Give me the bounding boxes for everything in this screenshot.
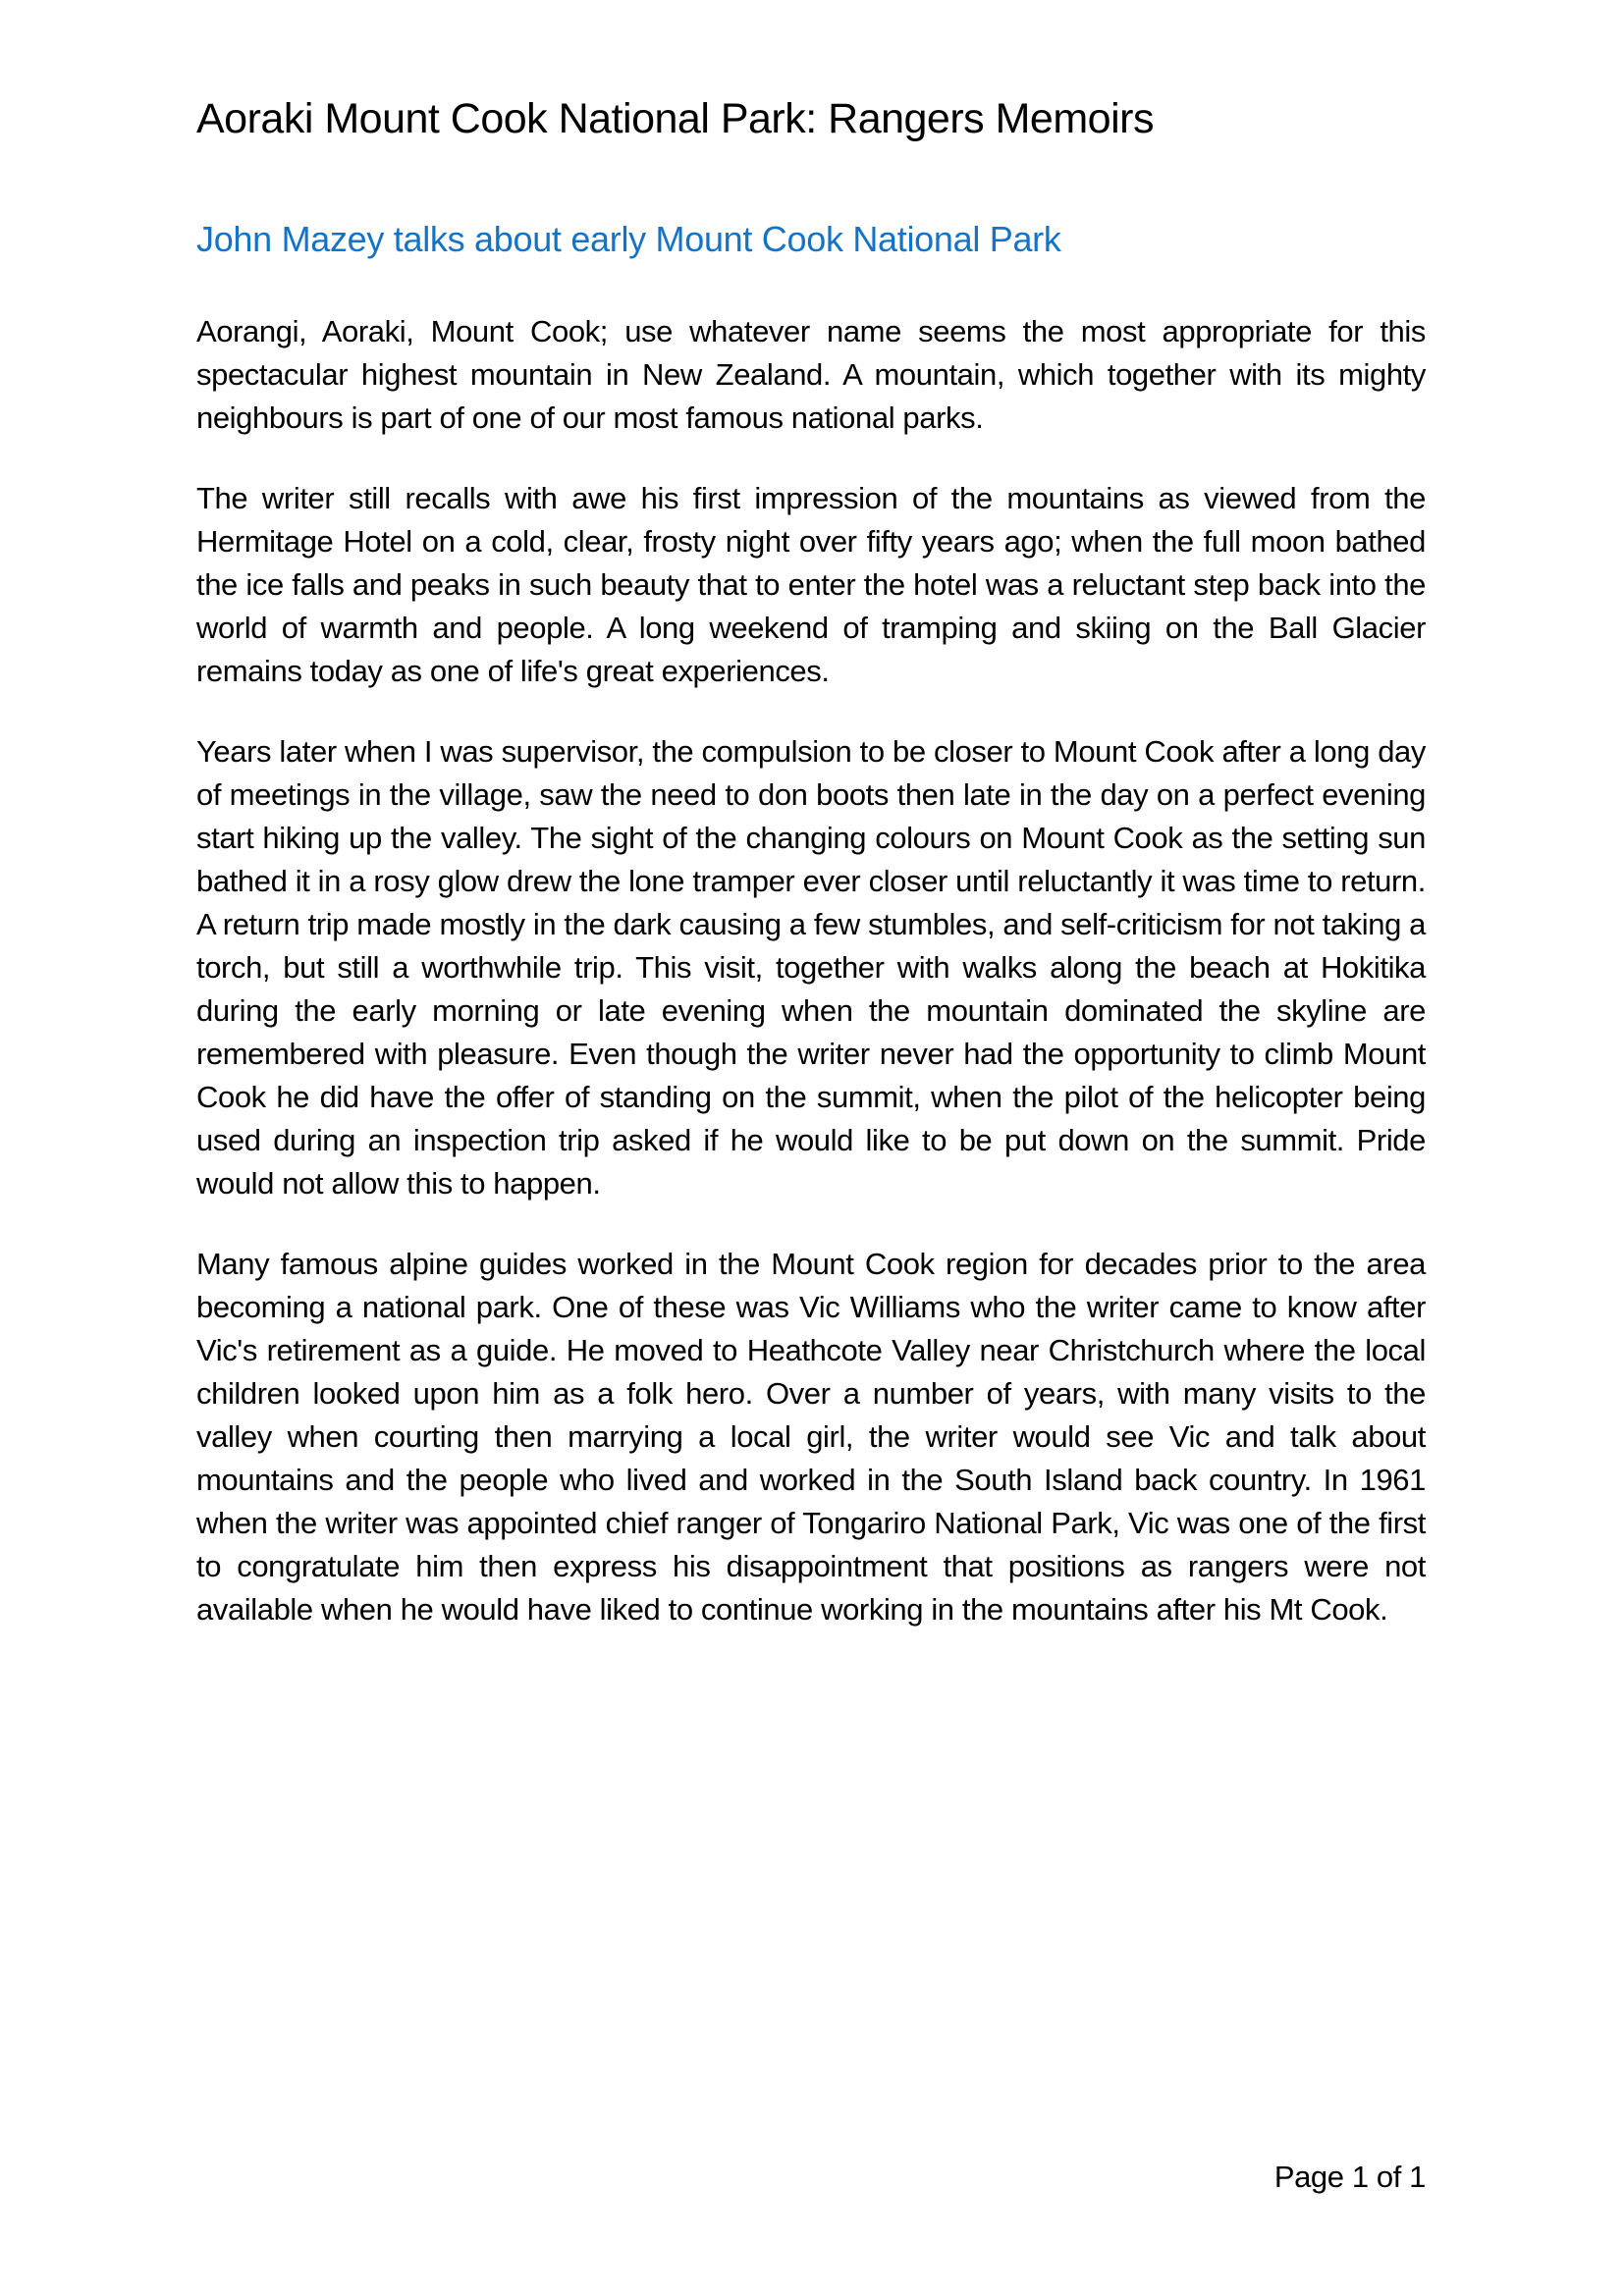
page-number: Page 1 of 1 — [1273, 2160, 1426, 2194]
paragraph: Years later when I was supervisor, the compulsion to be closer to Mount Cook after a long day of meetings in the village, saw the need to don boots then late in the day on a perfect evening start hiking up the valley. The sight of the changing colours on Mount Cook as the setting sun bathed it in a rosy glow drew the lone tramper ever closer until reluctantly it was time to return. A return trip made mostly in the dark causing a few stumbles, and self-criticism for not taking a torch, but still a worthwhile trip. This visit, together with walks along the beach at Hokitika during the early morning or late evening when the mountain dominated the skyline are remembered with pleasure. Even though the writer never had the opportunity to climb Mount Cook he did have the offer of standing on the summit, when the pilot of the helicopter being used during an inspection trip asked if he would like to be put down on the summit. Pride would not allow this to happen. — [196, 734, 1426, 1201]
paragraph: The writer still recalls with awe his first impression of the mountains as viewed from the Hermitage Hotel on a cold, clear, frosty night over fifty years ago; when the full moon bathed the ice falls and peaks in such beauty that to enter the hotel was a reluctant step back into the world of warmth and people. A long weekend of tramping and skiing on the Ball Glacier remains today as one of life's great experiences. — [196, 481, 1426, 688]
document-title: Aoraki Mount Cook National Park: Rangers Memoirs — [196, 95, 1154, 142]
paragraph: Many famous alpine guides worked in the Mount Cook region for decades prior to the area becoming a national park. One of these was Vic Williams who the writer came to know after Vic's retirement as a guide. He moved to Heathcote Valley near Christchurch where the local children looked upon him as a folk hero. Over a number of years, with many visits to the valley when courting then marrying a local girl, the writer would see Vic and talk about mountains and the people who lived and worked in the South Island back country. In 1961 when the writer was appointed chief ranger of Tongariro National Park, Vic was one of the first to congratulate him then express his disappointment that positions as rangers were not available when he would have liked to continue working in the mountains after his Mt Cook. — [196, 1247, 1426, 1627]
document-body — [196, 310, 1426, 1631]
section-heading: John Mazey talks about early Mount Cook National Park — [196, 219, 1061, 259]
paragraph: Aorangi, Aoraki, Mount Cook; use whatever name seems the most appropriate for this spectacular highest mountain in New Zealand. A mountain, which together with its mighty neighbours is part of one of our most famous national parks. — [196, 314, 1426, 435]
